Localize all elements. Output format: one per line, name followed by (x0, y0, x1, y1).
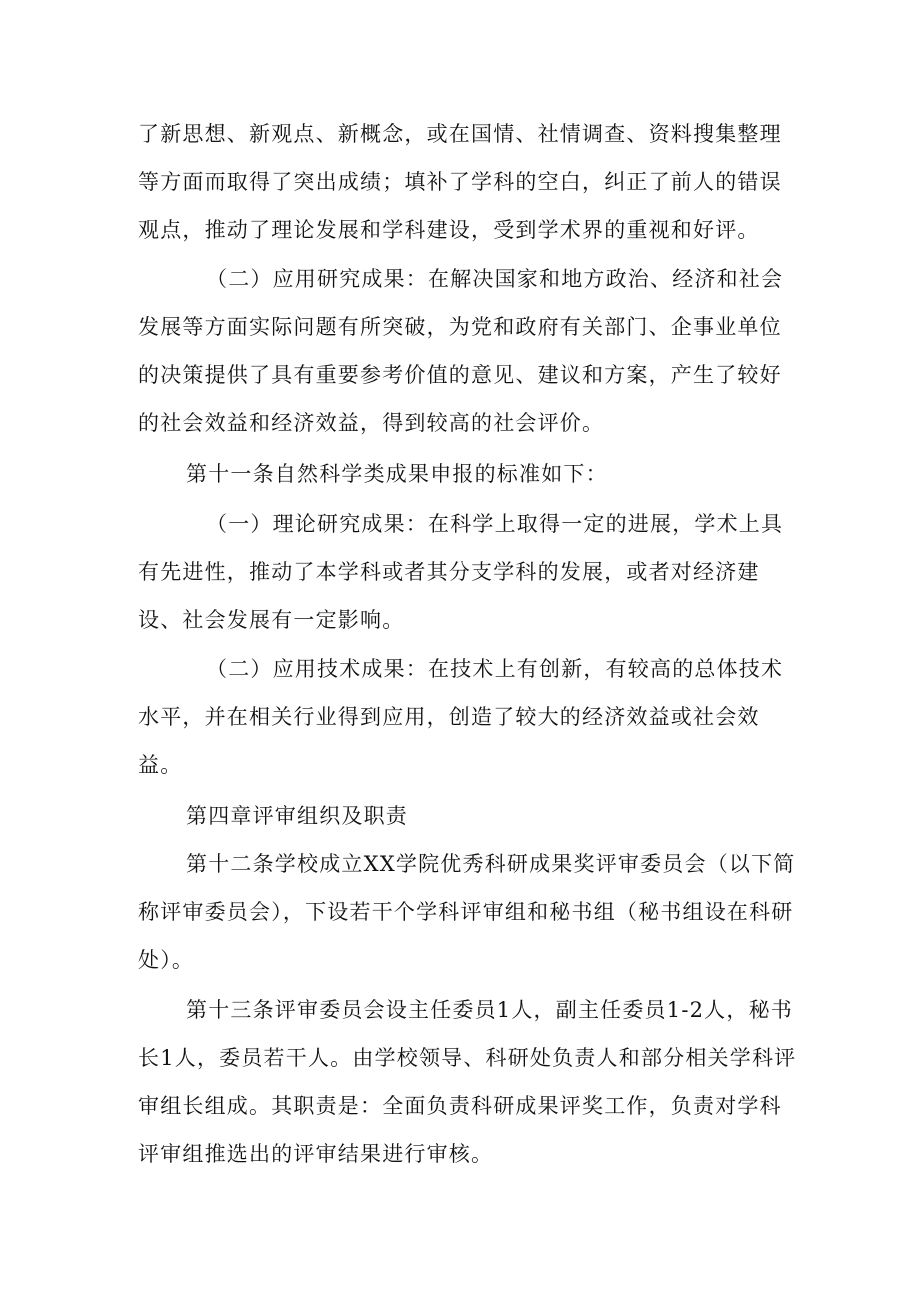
paragraph-applied-technology-results: （二）应用技术成果：在技术上有创新，有较高的总体技术水平，并在相关行业得到应用，创造了较大的经济效益或社会效益。 (138, 657, 784, 777)
paragraph-theory-research-results: （一）理论研究成果：在科学上取得一定的进展，学术上具有先进性，推动了本学科或者其分支学科的发展，或者对经济建设、社会发展有一定影响。 (138, 512, 784, 632)
chapter-heading-review-organization: 第四章评审组织及职责 (186, 804, 408, 828)
paragraph-applied-research-results: （二）应用研究成果：在解决国家和地方政治、经济和社会发展等方面实际问题有所突破，为党和政府有关部门、企事业单位的决策提供了具有重要参考价值的意见、建议和方案，产生了较好的社会效益和经济效益，得到较高的社会评价。 (138, 267, 784, 435)
paragraph-article-13: 第十三条评审委员会设主任委员1人，副主任委员1-2人，秘书长1人，委员若干人。由学校领导、科研处负责人和部分相关学科评审组长组成。其职责是：全面负责科研成果评奖工作，负责对学科评审组推选出的评审结果进行审核。 (138, 998, 797, 1166)
paragraph-social-science-theory-continued: 了新思想、新观点、新概念，或在国情、社情调查、资料搜集整理等方面而取得了突出成绩；填补了学科的空白，纠正了前人的错误观点，推动了理论发展和学科建设，受到学术界的重视和好评。 (138, 122, 782, 242)
paragraph-article-12: 第十二条学校成立XX学院优秀科研成果奖评审委员会（以下简称评审委员会），下设若干个学科评审组和秘书组（秘书组设在科研处）。 (138, 852, 796, 972)
paragraph-article-11: 第十一条自然科学类成果申报的标准如下： (186, 462, 608, 486)
